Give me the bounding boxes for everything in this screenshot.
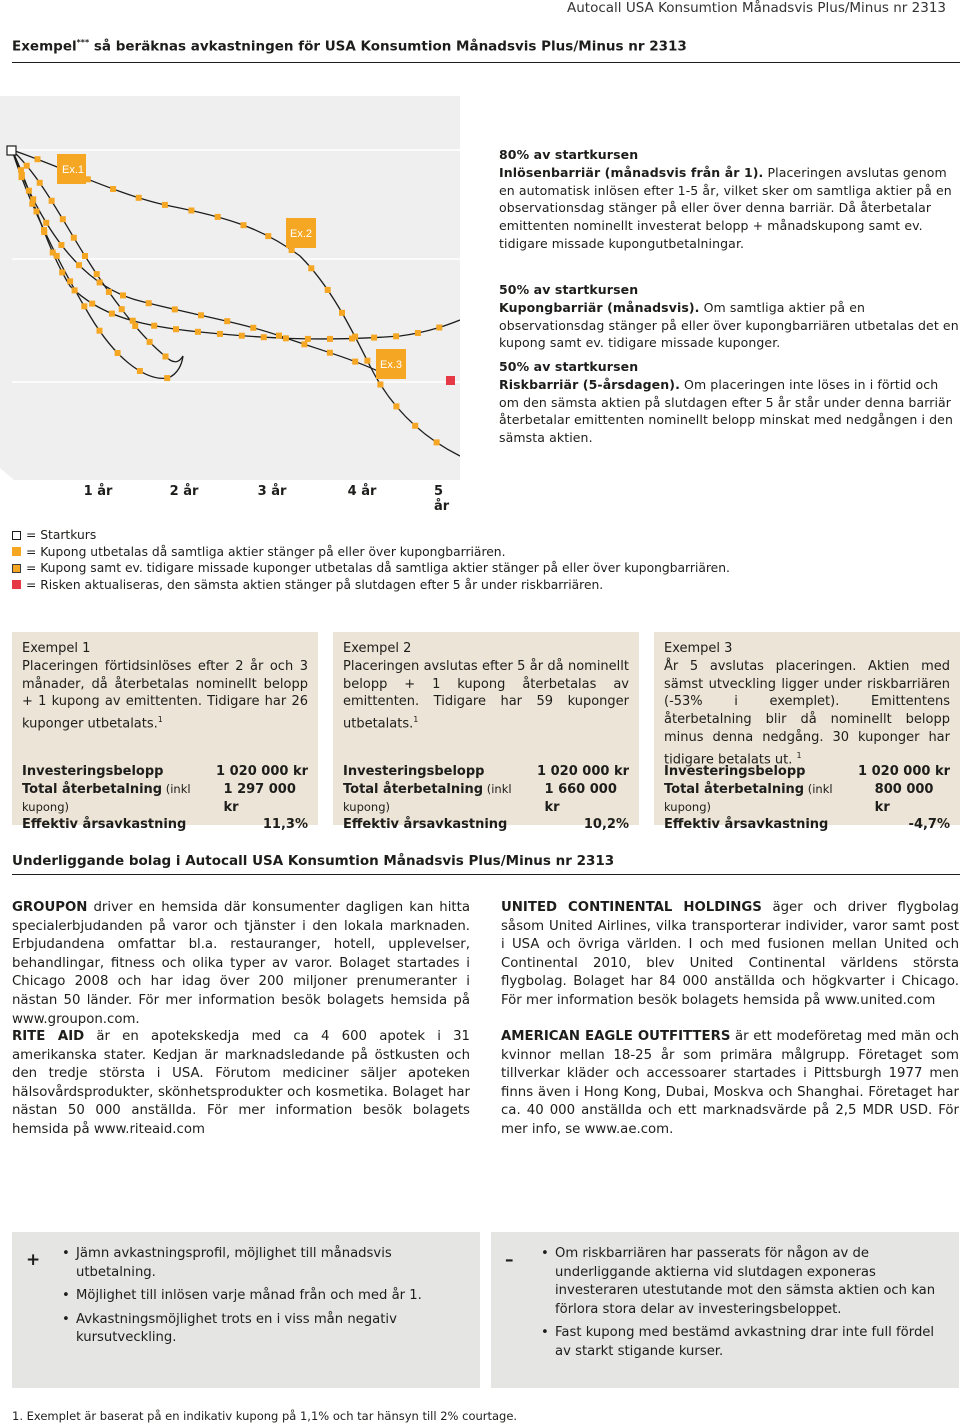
chart-background: [0, 96, 460, 480]
minus-icon: –: [505, 1250, 514, 1270]
example-title: Exempel 1: [22, 641, 91, 656]
redemption-barrier-description: [499, 146, 959, 253]
cons-box: [491, 1232, 959, 1388]
x-tick-year-4: 4 år: [347, 484, 377, 499]
title-prefix: Exempel: [12, 38, 77, 55]
coupon-marker: [120, 292, 126, 298]
list-item: • Avkastningsmöjlighet trots en i viss mån negativ kursutveckling.: [62, 1311, 472, 1348]
ex1-label: Ex.1: [62, 164, 85, 176]
coupon-marker: [26, 188, 32, 194]
coupon-marker: [71, 235, 77, 241]
barrier-level: 80% av startkursen: [499, 147, 639, 162]
coupon-marker: [41, 229, 47, 235]
coupon-marker: [412, 423, 418, 429]
coupon-marker: [371, 335, 377, 341]
coupon-marker: [35, 156, 41, 162]
coupon-marker: [49, 198, 55, 204]
coupon-marker: [377, 382, 383, 388]
coupon-marker: [94, 271, 100, 277]
coupon-marker: [24, 163, 30, 169]
coupon-marker: [97, 328, 103, 334]
list-item: • Om riskbarriären har passerats för någon av de underliggande aktierna vid slutdagen exponeras investeraren utestutande mot den sämsta aktien och kan förlora stora delar av investeringsbeloppet.: [541, 1245, 951, 1319]
coupon-marker: [301, 341, 307, 347]
coupon-marker: [239, 333, 245, 339]
coupon-marker: [109, 311, 115, 317]
barrier-text: Placeringen avslutas genom en automatisk inlösen efter 1-5 år, vilket sker om samtliga aktier på en observationsdag stänger på eller över denna barriär. Då återbetalar emittenten nominellt investerat belopp + månadskupong samt ev. tidigare missade kupongutbetalningar.: [499, 164, 952, 251]
legend-item-coupon: = Kupong utbetalas då samtliga aktier stänger på eller över kupongbarriären.: [12, 544, 772, 561]
coupon-marker: [339, 310, 345, 316]
title-suffix: så beräknas avkastningen för USA Konsumtion Månadsvis Plus/Minus nr 2313: [89, 38, 687, 55]
coupon-marker: [59, 269, 65, 275]
barrier-name: Kupongbarriär (månadsvis).: [499, 299, 700, 315]
coupon-marker: [217, 331, 223, 337]
coupon-marker: [172, 306, 178, 312]
coupon-marker: [76, 262, 82, 268]
cons-list: [541, 1245, 951, 1367]
example-body: Placeringen förtidsinlöses efter 2 år och 3 månader, då återbetalas nominellt belopp + 1 kupong av emittenten. Tidigare har 26 kuponger utbetalats.$^1$: [22, 658, 308, 732]
product-header: Autocall USA Konsumtion Månadsvis Plus/Minus nr 2313: [567, 0, 946, 16]
coupon-marker: [110, 186, 116, 192]
orange-ring-square-icon: [12, 564, 21, 573]
scenario-chart: [0, 96, 460, 480]
coupon-marker: [305, 336, 311, 342]
coupon-marker: [89, 301, 95, 307]
coupon-marker: [43, 220, 49, 226]
coupon-marker: [106, 289, 112, 295]
ex2-label: Ex.2: [290, 228, 313, 240]
orange-square-icon: [12, 547, 21, 556]
coupon-marker: [327, 350, 333, 356]
list-item: • Jämn avkastningsprofil, möjlighet till månadsvis utbetalning.: [62, 1245, 472, 1282]
x-tick-year-2: 2 år: [169, 484, 199, 499]
coupon-marker: [352, 334, 358, 340]
coupon-marker: [283, 335, 289, 341]
coupon-marker: [130, 318, 136, 324]
coupon-marker: [162, 202, 168, 208]
example-1-box: [12, 632, 318, 833]
coupon-marker: [250, 325, 256, 331]
coupon-marker: [215, 214, 221, 220]
ex3-label: Ex.3: [380, 359, 403, 371]
barrier-name: Inlösenbarriär (månadsvis från år 1).: [499, 164, 764, 180]
example-figures: Investeringsbelopp 1 020 000 kr Total återbetalning (inkl kupong) 800 000 kr Effektiv årsavkastning -4,7%: [664, 764, 950, 833]
coupon-marker: [30, 196, 36, 202]
example-body: Placeringen avslutas efter 5 år då nominellt belopp + 1 kupong återbetalas av emittenten. Tidigare har 59 kuponger utbetalats.$^1$: [343, 658, 629, 732]
example-title: Exempel 3: [664, 641, 733, 656]
coupon-marker: [82, 253, 88, 259]
start-square-icon: [12, 531, 21, 540]
coupon-marker: [195, 329, 201, 335]
coupon-marker: [132, 323, 138, 329]
example-figures: Investeringsbelopp 1 020 000 kr Total återbetalning (inkl kupong) 1 297 000 kr Effektiv årsavkastning 11,3%: [22, 764, 308, 833]
barrier-text: Om placeringen inte löses in i förtid och om den sämsta aktien på slutdagen efter 5 år står under denna barriär återbetalar emittenten nominellt belopp minskat med nedgången i den sämsta aktien.: [499, 376, 953, 446]
example-section-title: [12, 38, 960, 63]
coupon-marker: [119, 306, 125, 312]
coupon-marker: [308, 265, 314, 271]
coupon-barrier-description: [499, 281, 959, 352]
coupon-marker: [136, 195, 142, 201]
example-title: Exempel 2: [343, 641, 412, 656]
example-body: År 5 avslutas placeringen. Aktien med sämst utveckling ligger under riskbarriären (-53% i exemplet). Emittentens återbetalning blir då nominellt belopp minus denna nedgång. 30 kuponger har tidigare betalats ut. $^1$: [664, 658, 950, 768]
coupon-marker: [327, 336, 333, 342]
coupon-marker: [163, 354, 169, 360]
example-2-box: [333, 632, 639, 833]
barrier-level: 50% av startkursen: [499, 282, 639, 297]
x-tick-year-1: 1 år: [83, 484, 113, 499]
pros-box: [12, 1232, 480, 1388]
coupon-marker: [37, 180, 43, 186]
coupon-marker: [224, 318, 230, 324]
x-tick-year-5: 5 år: [434, 484, 450, 514]
chart-legend: [12, 527, 772, 593]
coupon-marker: [19, 172, 25, 178]
footnote: 1. Exemplet är baserat på en indikativ kupong på 1,1% och tar hänsyn till 2% courtage.: [12, 1409, 518, 1423]
company-rite-aid: RITE AID är en apotekskedja med ca 4 600 apotek i 31 amerikanska stater. Kedjan är marknadsledande på östkusten och den tredje största i USA. Förutom mediciner säljer apoteken hälsovårdsprodukter, skönhetsprodukter och kosmetika. Bolaget har nästan 50 000 anställda. För mer information besök bolagets hemsida på www.riteaid.com: [12, 1029, 470, 1137]
x-axis-years: [70, 484, 470, 514]
title-superscript: ***: [76, 38, 90, 47]
coupon-marker: [67, 278, 73, 284]
underlying-section-title: Underliggande bolag i Autocall USA Konsumtion Månadsvis Plus/Minus nr 2313: [12, 853, 960, 875]
legend-item-risk: = Risken aktualiseras, den sämsta aktien stänger på slutdagen efter 5 år under riskbarriären.: [12, 577, 772, 594]
scenario-chart-svg: [0, 96, 460, 480]
legend-item-missed-coupon: = Kupong samt ev. tidigare missade kuponger utbetalas då samtliga aktier stänger på eller över kupongbarriären.: [12, 560, 772, 577]
coupon-marker: [325, 287, 331, 293]
coupon-marker: [415, 330, 421, 336]
example-figures: Investeringsbelopp 1 020 000 kr Total återbetalning (inkl kupong) 1 660 000 kr Effektiv årsavkastning 10,2%: [343, 764, 629, 833]
coupon-marker: [393, 403, 399, 409]
coupon-marker: [364, 358, 370, 364]
coupon-marker: [434, 439, 440, 445]
x-tick-year-3: 3 år: [257, 484, 287, 499]
start-marker: [7, 146, 16, 155]
example-3-box: [654, 632, 960, 833]
coupon-marker: [173, 326, 179, 332]
coupon-marker: [146, 300, 152, 306]
coupon-marker: [164, 375, 170, 381]
coupon-marker: [81, 303, 87, 309]
company-american-eagle: AMERICAN EAGLE OUTFITTERS är ett modeföretag med män och kvinnor mellan 18-25 år som primära målgrupp. Företaget som tillverkar kläder och accessoarer startades i Pittsburgh 1977 men finns även i Hong Kong, Dubai, Moskva och Shanghai. Företaget har ca. 40 000 anställda och ett marknadsvärde på 2,5 MDR USD. För mer info, se www.ae.com.: [501, 1029, 959, 1137]
coupon-marker: [151, 323, 157, 329]
coupon-marker: [58, 242, 64, 248]
coupon-marker: [97, 279, 103, 285]
plus-icon: +: [26, 1250, 41, 1270]
list-item: • Fast kupong med bestämd avkastning drar inte full fördel av starkt stigande kurser.: [541, 1324, 951, 1361]
company-united-continental: UNITED CONTINENTAL HOLDINGS äger och driver flygbolag såsom United Airlines, vilka transporterar individer, varor samt post i USA och övriga världen. I och med fusionen mellan United och Continental 2010, blev United Continental världens största flygbolag. Bolaget har 84 000 anställda och högkvarter i Chicago. För mer information besök bolagets hemsida på www.united.com: [501, 900, 959, 1008]
coupon-marker: [276, 333, 282, 339]
risk-barrier-description: [499, 358, 959, 447]
coupon-marker: [352, 359, 358, 365]
risk-marker: [446, 376, 455, 385]
coupon-marker: [137, 368, 143, 374]
coupon-marker: [261, 334, 267, 340]
coupon-marker: [198, 312, 204, 318]
coupon-marker: [115, 350, 121, 356]
coupon-marker: [188, 208, 194, 214]
coupon-marker: [393, 333, 399, 339]
coupon-marker: [50, 250, 56, 256]
barrier-level: 50% av startkursen: [499, 359, 639, 374]
coupon-marker: [436, 325, 442, 331]
company-groupon: GROUPON driver en hemsida där konsumenter dagligen kan hitta specialerbjudanden på varor och tjänster i den lokala marknaden. Erbjudandena omfattar bl.a. restauranger, hotell, upplevelser, behandlingar, fitness och olika typer av varor. Bolaget startades i Chicago 2008 och har idag över 200 miljoner prenumeranter i nästan 50 länder. För mer information besök bolagets hemsida på www.groupon.com.: [12, 900, 470, 1027]
coupon-marker: [265, 233, 271, 239]
pros-list: [62, 1245, 472, 1353]
red-square-icon: [12, 580, 21, 589]
legend-item-start: = Startkurs: [12, 527, 772, 544]
coupon-marker: [34, 208, 40, 214]
list-item: • Möjlighet till inlösen varje månad från och med år 1.: [62, 1287, 472, 1306]
coupon-marker: [60, 216, 66, 222]
barrier-name: Riskbarriär (5-årsdagen).: [499, 376, 680, 392]
barrier-text: Om samtliga aktier på en observationsdag stänger på eller över kupongbarriären utbetalas det en kupong samt ev. tidigare missade kuponger.: [499, 299, 959, 351]
coupon-marker: [72, 287, 78, 293]
coupon-marker: [147, 339, 153, 345]
coupon-marker: [241, 222, 247, 228]
